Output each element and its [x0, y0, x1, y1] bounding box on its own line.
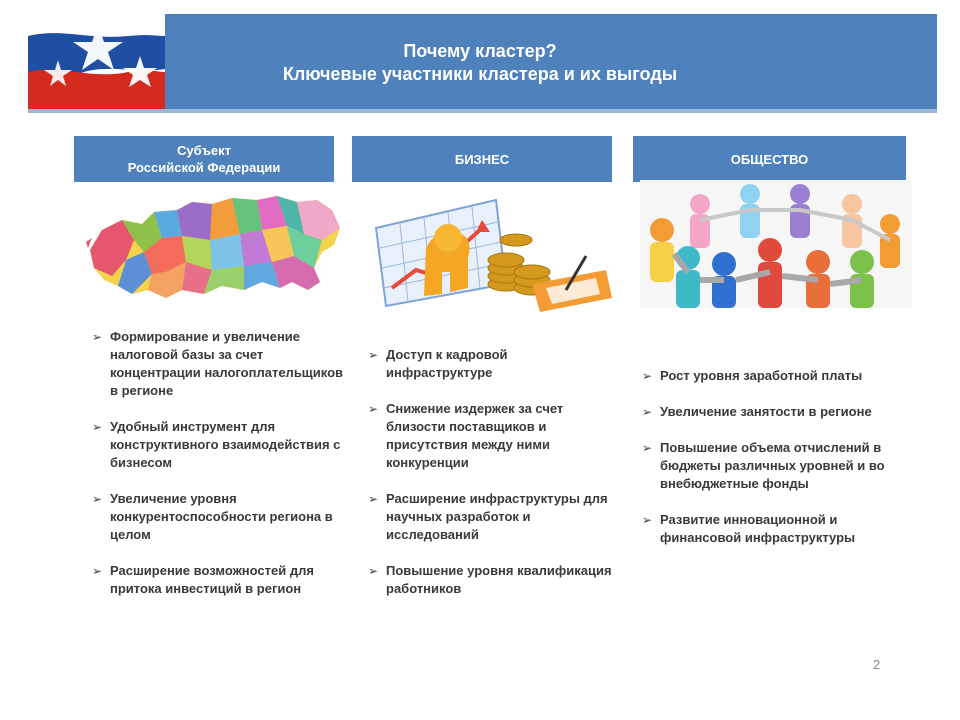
- list-item: [366, 490, 616, 544]
- benefits-list-business: [366, 346, 616, 616]
- list-item-text: Расширение инфраструктуры для научных разработок и исследований: [386, 491, 608, 542]
- bullet-arrow-icon: ➢: [368, 402, 379, 416]
- list-item: [640, 439, 915, 493]
- list-item-text: Доступ к кадровой инфраструктуре: [386, 347, 508, 380]
- russian-flag-graphic: [28, 14, 165, 109]
- column-heading-line: Российской Федерации: [127, 160, 281, 175]
- list-item: [640, 511, 915, 547]
- list-item-text: Снижение издержек за счет близости поставщиков и присутствия между ними конкуренции: [386, 401, 564, 470]
- bullet-arrow-icon: ➢: [368, 564, 379, 578]
- list-item: [90, 418, 345, 472]
- title-line-2: Ключевые участники кластера и их выгоды: [282, 64, 678, 84]
- bullet-arrow-icon: ➢: [92, 330, 103, 344]
- list-item-text: Развитие инновационной и финансовой инфраструктуры: [660, 512, 856, 545]
- business-growth-image: [356, 188, 618, 318]
- list-item-text: Повышение уровня квалификация работников: [386, 563, 612, 596]
- column-heading-business: [352, 136, 612, 182]
- list-item-text: Увеличение уровня конкурентоспособности региона в целом: [110, 491, 333, 542]
- list-item-text: Удобный инструмент для конструктивного взаимодействия с бизнесом: [110, 419, 341, 470]
- column-heading-line: Субъект: [176, 143, 232, 158]
- benefits-list-region: [90, 328, 345, 616]
- bullet-arrow-icon: ➢: [642, 405, 653, 419]
- bullet-arrow-icon: ➢: [368, 348, 379, 362]
- list-item: [90, 328, 345, 400]
- header-divider: [28, 109, 937, 113]
- column-heading-region: [74, 136, 334, 182]
- benefits-list-society: [640, 367, 915, 565]
- list-item: [366, 400, 616, 472]
- bullet-arrow-icon: ➢: [92, 564, 103, 578]
- column-heading-line: ОБЩЕСТВО: [730, 151, 809, 167]
- bullet-arrow-icon: ➢: [368, 492, 379, 506]
- list-item: [366, 562, 616, 598]
- list-item-text: Рост уровня заработной платы: [660, 368, 863, 383]
- people-circle-image: [640, 180, 912, 308]
- list-item-text: Повышение объема отчислений в бюджеты различных уровней и во внебюджетные фонды: [660, 440, 885, 491]
- list-item: [366, 346, 616, 382]
- bullet-arrow-icon: ➢: [92, 420, 103, 434]
- list-item: [90, 562, 345, 598]
- page-number: 2: [873, 657, 881, 672]
- list-item: [90, 490, 345, 544]
- list-item: [640, 367, 915, 385]
- column-heading-society: [633, 136, 906, 182]
- bullet-arrow-icon: ➢: [642, 513, 653, 527]
- bullet-arrow-icon: ➢: [92, 492, 103, 506]
- column-heading-line: БИЗНЕС: [454, 151, 510, 167]
- list-item-text: Расширение возможностей для притока инвестиций в регион: [110, 563, 314, 596]
- title-line-1: Почему кластер?: [403, 41, 557, 61]
- russia-map-image: [82, 190, 344, 310]
- list-item-text: Формирование и увеличение налоговой базы за счет концентрации налогоплательщиков в регионе: [110, 329, 344, 398]
- bullet-arrow-icon: ➢: [642, 369, 653, 383]
- list-item: [640, 403, 915, 421]
- slide-title: [180, 40, 780, 86]
- list-item-text: Увеличение занятости в регионе: [660, 404, 872, 419]
- bullet-arrow-icon: ➢: [642, 441, 653, 455]
